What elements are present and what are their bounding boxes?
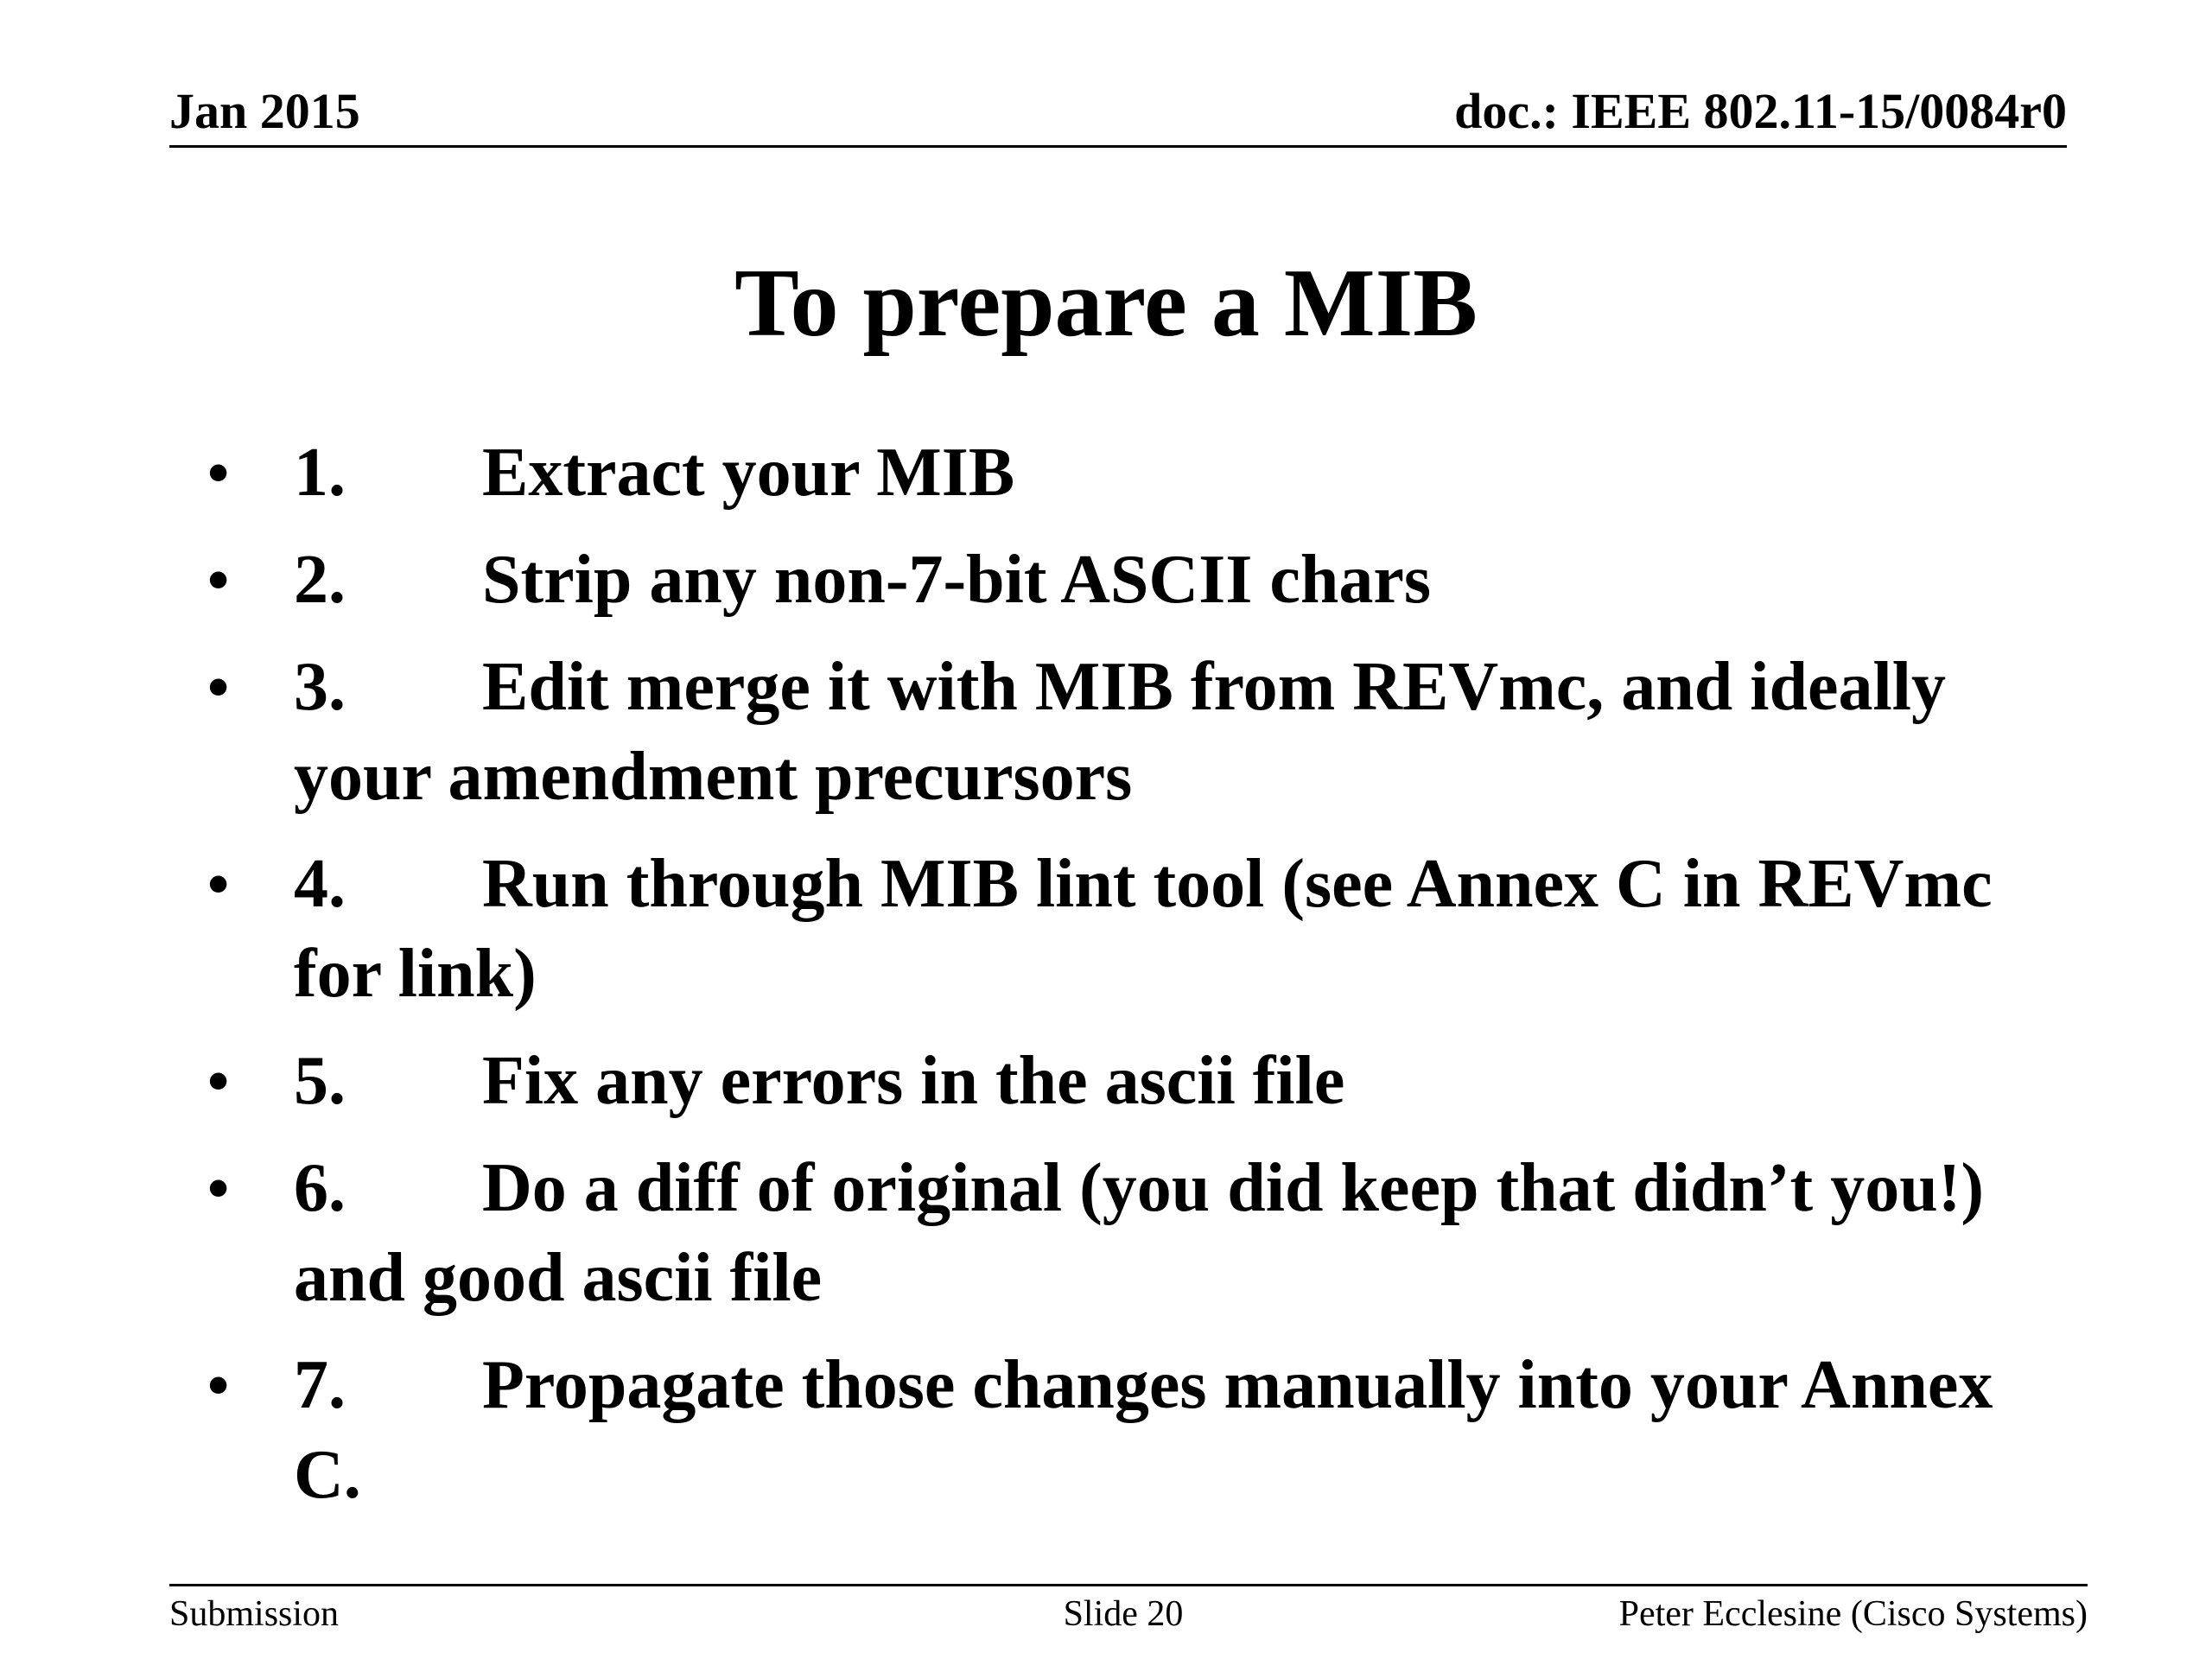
- bullet-icon: •: [207, 849, 230, 918]
- step-text: Run through MIB lint tool (see Annex C in REVmc for link): [294, 846, 1993, 1012]
- step-number: 5.: [294, 1043, 346, 1119]
- step-number: 1.: [294, 435, 346, 511]
- step-number: 2.: [294, 542, 346, 618]
- step-text: Propagate those changes manually into your Annex C.: [294, 1347, 1993, 1513]
- step-text: Extract your MIB: [482, 435, 1015, 511]
- step-number: 6.: [294, 1150, 346, 1226]
- list-item-4: [207, 839, 2039, 1019]
- step-text: Fix any errors in the ascii file: [482, 1043, 1345, 1119]
- header-date: Jan 2015: [169, 83, 360, 139]
- bullet-icon: •: [207, 1351, 230, 1420]
- step-text: Strip any non-7-bit ASCII chars: [482, 542, 1432, 618]
- step-number: 4.: [294, 846, 346, 922]
- step-list: [207, 428, 2039, 1537]
- header-divider: [169, 145, 2067, 148]
- step-number: 3.: [294, 649, 346, 725]
- header-doc-id: doc.: IEEE 802.11-15/0084r0: [1454, 83, 2067, 139]
- step-text: Edit merge it with MIB from REVmc, and ideally your amendment precursors: [294, 649, 1946, 815]
- list-item-3: [207, 642, 2039, 822]
- list-item-2: [207, 535, 2039, 625]
- list-item-6: [207, 1143, 2039, 1323]
- bullet-icon: •: [207, 545, 230, 614]
- bullet-icon: •: [207, 1046, 230, 1116]
- footer-author: Peter Ecclesine (Cisco Systems): [1618, 1594, 2088, 1634]
- list-item-5: [207, 1036, 2039, 1126]
- footer-submission: Submission: [169, 1594, 340, 1634]
- step-number: 7.: [294, 1347, 346, 1423]
- list-item-7: [207, 1340, 2039, 1520]
- bullet-icon: •: [207, 1154, 230, 1223]
- bullet-icon: •: [207, 652, 230, 721]
- step-text: Do a diff of original (you did keep that didn’t you!) and good ascii file: [294, 1150, 1984, 1316]
- slide-title: To prepare a MIB: [734, 250, 1478, 357]
- bullet-icon: •: [207, 438, 230, 507]
- footer-divider: [169, 1584, 2088, 1586]
- list-item-1: [207, 428, 2039, 518]
- footer-slide-number: Slide 20: [1063, 1594, 1184, 1634]
